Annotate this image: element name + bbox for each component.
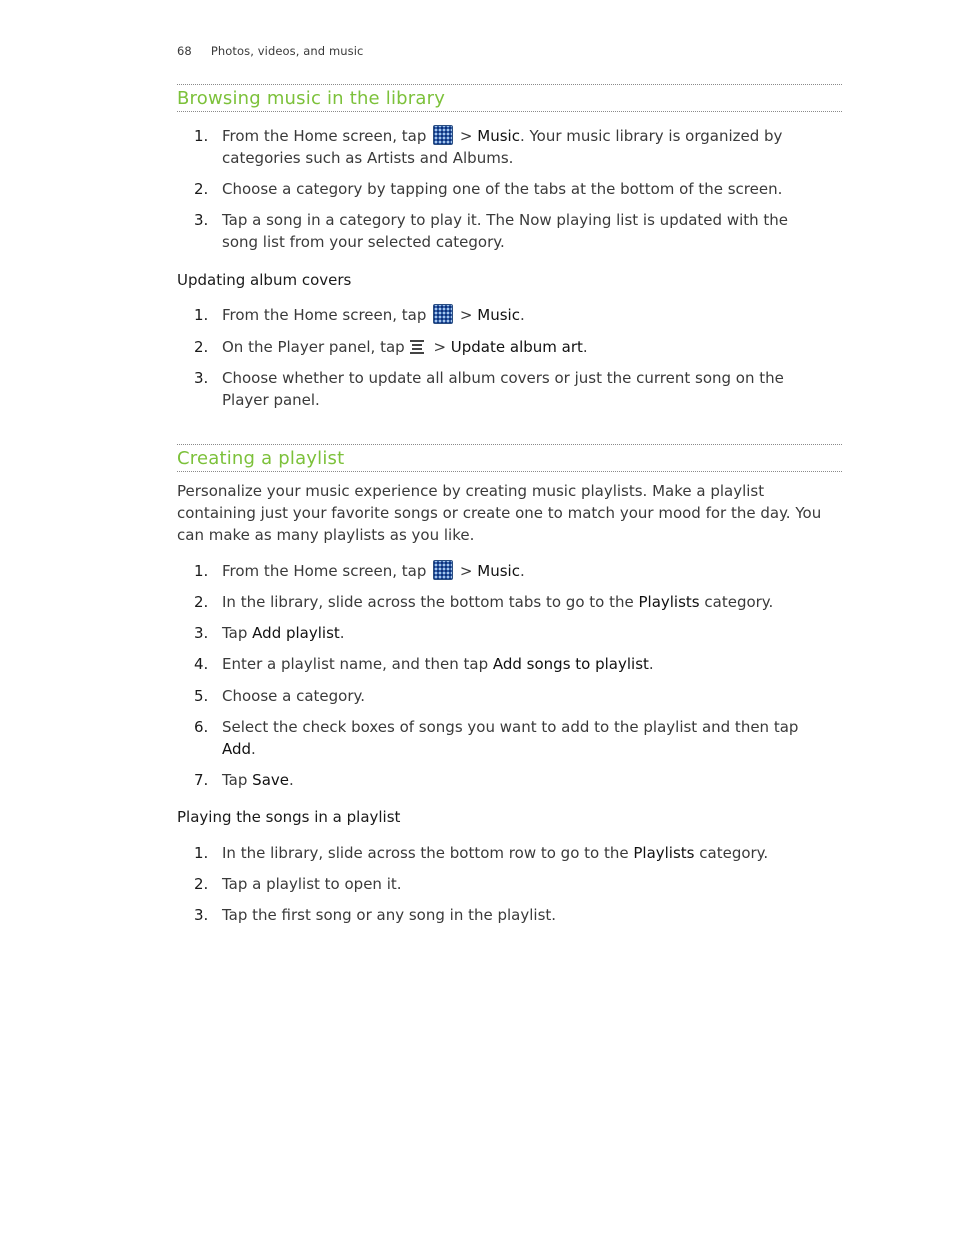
- step-text: >: [428, 338, 451, 356]
- all-apps-grid-icon: [433, 560, 453, 580]
- ui-label: Save: [252, 771, 289, 789]
- menu-icon: [409, 339, 425, 355]
- step-text: From the Home screen, tap: [222, 127, 427, 145]
- step-text: category.: [699, 593, 774, 611]
- section-rule-bottom: [177, 111, 842, 112]
- step-text: >: [455, 306, 478, 324]
- step-number: 5.: [194, 687, 209, 705]
- ui-label: Music: [477, 562, 520, 580]
- step-number: 2.: [194, 338, 209, 356]
- step-text: >: [455, 127, 478, 145]
- step-number: 3.: [194, 624, 209, 642]
- ui-label: Add songs to playlist: [492, 655, 649, 673]
- ui-label: Playlists: [633, 844, 695, 862]
- step-number: 3.: [194, 211, 209, 229]
- step-number: 7.: [194, 771, 209, 789]
- step-number: 3.: [194, 906, 209, 924]
- ui-label: Add: [222, 740, 252, 758]
- ui-label: Music: [477, 306, 520, 324]
- step-text: category.: [694, 844, 769, 862]
- step-text: . Your music library is organized by categories such as Artists and Albums.: [222, 127, 783, 167]
- intro-paragraph: Personalize your music experience by creating music playlists. Make a playlist containing just your favorite songs or create one to match your mood for the day. You can make as many playlists as you like.: [177, 482, 822, 544]
- section-rule-top: [177, 84, 842, 85]
- step-text: Choose a category by tapping one of the tabs at the bottom of the screen.: [222, 180, 783, 198]
- step-text: On the Player panel, tap: [222, 338, 405, 356]
- step-text: Tap a playlist to open it.: [222, 875, 402, 893]
- step-text: Tap a song in a category to play it. The Now playing list is updated with the song list from your selected category.: [222, 211, 789, 251]
- step-text: Tap: [222, 771, 253, 789]
- step-text: .: [339, 624, 345, 642]
- step-text: .: [519, 562, 525, 580]
- all-apps-grid-icon: [433, 125, 453, 145]
- section-title-browsing: Browsing music in the library: [177, 88, 446, 109]
- step-number: 4.: [194, 655, 209, 673]
- all-apps-grid-icon: [433, 304, 453, 324]
- running-header: [177, 44, 363, 58]
- ui-label: Music: [477, 127, 520, 145]
- step-text: .: [251, 740, 256, 758]
- section-rule-bottom: [177, 471, 842, 472]
- step-text: Enter a playlist name, and then tap: [222, 655, 493, 673]
- step-number: 2.: [194, 180, 209, 198]
- section-rule-top: [177, 444, 842, 445]
- chapter-title: Photos, videos, and music: [210, 44, 364, 58]
- ui-label: Playlists: [638, 593, 700, 611]
- step-number: 2.: [194, 593, 209, 611]
- step-number: 1.: [194, 562, 209, 580]
- step-text: Select the check boxes of songs you want to add to the playlist and then tap: [222, 718, 799, 736]
- step-text: .: [519, 306, 525, 324]
- step-text: From the Home screen, tap: [222, 306, 427, 324]
- step-text: .: [582, 338, 588, 356]
- step-number: 3.: [194, 369, 209, 387]
- step-text: .: [289, 771, 294, 789]
- step-number: 1.: [194, 127, 209, 145]
- page-number: 68: [177, 44, 192, 58]
- step-text: In the library, slide across the bottom row to go to the: [222, 844, 634, 862]
- step-text: From the Home screen, tap: [222, 562, 427, 580]
- step-number: 1.: [194, 844, 209, 862]
- step-number: 2.: [194, 875, 209, 893]
- step-text: .: [648, 655, 654, 673]
- section-title-creating-playlist: Creating a playlist: [177, 448, 345, 469]
- ui-label: Add playlist: [252, 624, 340, 642]
- ui-label: Update album art: [450, 338, 583, 356]
- step-text: Choose whether to update all album covers or just the current song on the Player panel.: [222, 369, 784, 409]
- subhead-playing-songs: Playing the songs in a playlist: [177, 808, 401, 826]
- step-text: Choose a category.: [222, 687, 366, 705]
- step-text: >: [455, 562, 478, 580]
- step-text: Tap the first song or any song in the playlist.: [222, 906, 557, 924]
- subhead-updating-album-covers: Updating album covers: [177, 271, 352, 289]
- step-text: In the library, slide across the bottom tabs to go to the: [222, 593, 639, 611]
- step-text: Tap: [222, 624, 253, 642]
- step-number: 6.: [194, 718, 209, 736]
- step-number: 1.: [194, 306, 209, 324]
